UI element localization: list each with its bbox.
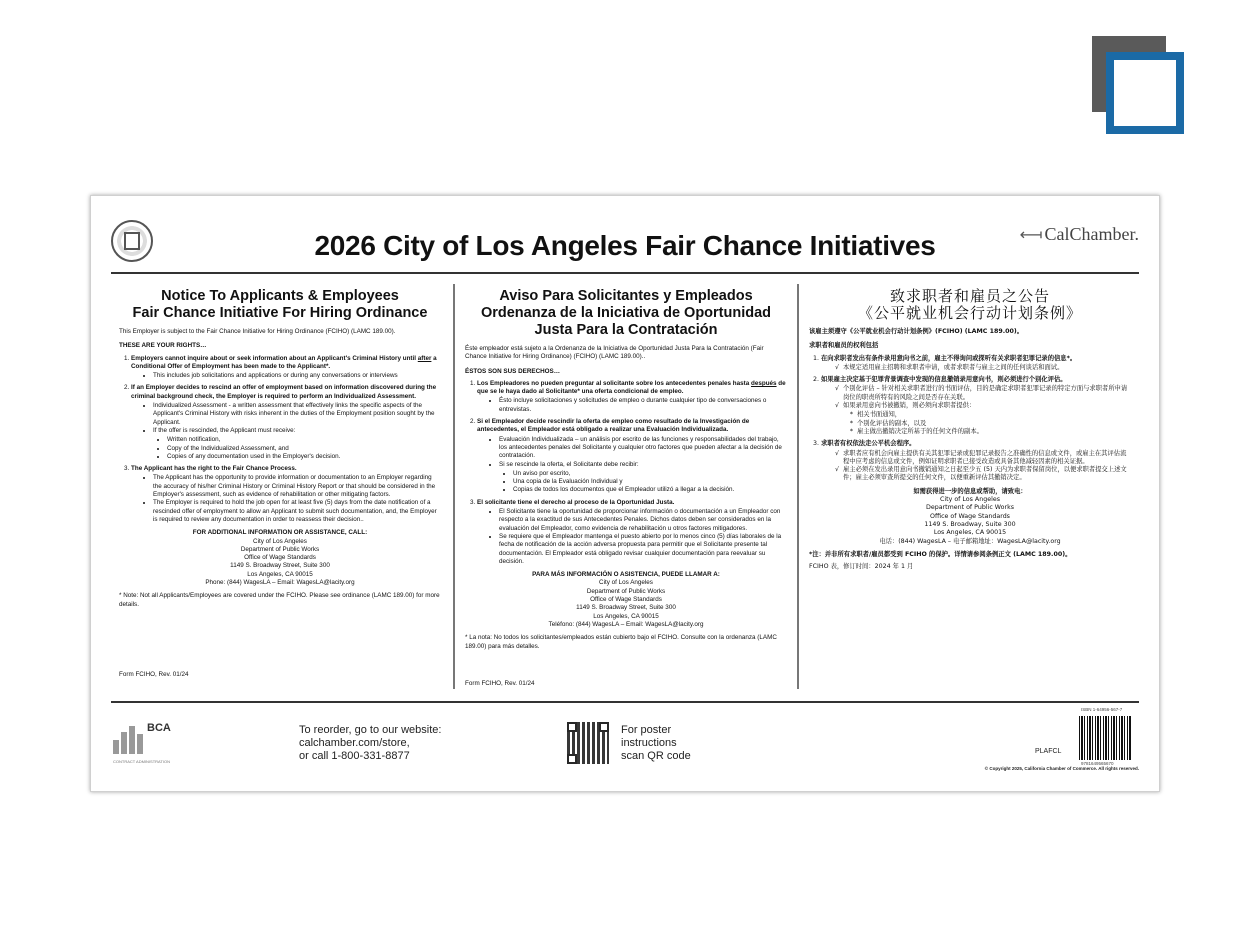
list-item: 3. The Applicant has the right to the Fair Chance Process. • The Applicant has the opportunity to provide information or documentation to an Employer regarding the accuracy of his/her Criminal History or Criminal History Report or that should be considered in the Employer's assessment, such as evidence of rehabilitation or other mitigating factors. • The Employer is required to hold the job open for at least five (5) days from the date notification of a rescinded offer of employment to allow an Applicant to submit such documentation, and, the Employer is required to review any documentation in order to reassess their decision.. (131, 465, 441, 524)
list-item: • This includes job solicitations and applications or during any conversations or interviews (153, 372, 441, 380)
spanish-note: * La nota: No todos los solicitantes/empleados están cubierto bajo el FCIHO. Consulte con la ordenanza (LAMC 189.00) para más detalles. (465, 634, 777, 650)
list-item: √ 如果录用意向书被撤销，则必须向求职者提供： * 相关书面通知， * 个别化评估的副本，以及 * 雇主做出撤销决定所基于的任何文件的副本。 (843, 402, 1131, 436)
list-item: • The Applicant has the opportunity to provide information or documentation to an Employer regarding the accuracy of his/her Criminal History or Criminal History Report or that should be considered in the Employer's assessment, such as evidence of rehabilitation or other mitigating factors. (153, 474, 441, 499)
list-item: • The Employer is required to hold the job open for at least five (5) days from the date notification of a rescinded offer of employment to allow an Applicant to submit such documentation, and, the Employer is required to review any documentation in order to reassess their decision.. (153, 499, 441, 524)
spanish-form-number: Form FCIHO, Rev. 01/24 (465, 680, 535, 687)
reorder-info: To reorder, go to our website: calchamber.com/store, or call 1-800-331-8877 (299, 724, 442, 762)
list-item: • Ésto incluye solicitaciones y solicitudes de empleo o durante cualquier tipo de conversaciones o entrevistas. (499, 397, 787, 414)
list-item: 1. 在向求职者发出有条件录用意向书之前，雇主不得询问或探听有关求职者犯罪记录的信息*。 √ 本规定适用雇主招聘和求职者申请，或者求职者与雇主之间的任何谈话和面试。 (821, 355, 1131, 373)
english-note: * Note: Not all Applicants/Employees are covered under the FCIHO. Please see ordinance (LAMC 189.00) for more details. (119, 592, 440, 608)
chinese-column (809, 288, 1131, 571)
list-item: √ 求职者应有机会向雇主提供有关其犯罪记录或犯罪记录报告之准确性的信息或文件，或雇主在其评估流程中应考虑的信息或文件，例如证明求职者已接受改造或具备其他减轻因素的相关证据。 (843, 450, 1131, 467)
barcode-number: 9781649565670 (1081, 761, 1114, 766)
spanish-rights-list (465, 380, 787, 566)
list-item: • Individualized Assessment - a written assessment that effectively links the specific aspects of the Applicant's Criminal History with risks inherent in the duties of the Employment position sought by the Applicant. (153, 402, 441, 427)
list-item: • Una copia de la Evaluación Individual y (513, 478, 787, 486)
list-item: 3. 求职者有权依法走公平机会程序。 √ 求职者应有机会向雇主提供有关其犯罪记录或犯罪记录报告之准确性的信息或文件，或雇主在其评估流程中应考虑的信息或文件，例如证明求职者已接受改造或具备其他减轻因素的相关证据。 √ 雇主必须在发出录用意向书撤销通知之日起至少五 (5) 天内为求职者保留岗位，以便求职者提交上述文件；雇主必须审查所提交的任何文件，以便重新评估其撤销决定。 (821, 440, 1131, 482)
english-form-number: Form FCIHO, Rev. 01/24 (119, 671, 189, 678)
poster (90, 195, 1160, 792)
spanish-intro: Éste empleador está sujeto a la Ordenanza de la Iniciativa de Oportunidad Justa Para la Contratación (Fair Chance Initiative for Hiring Ordinance) (FCIHO) (LAMC 189.00).. (465, 345, 764, 361)
list-item: • If the offer is rescinded, the Applicant must receive: • Written notification, • Copy of the Individualized Assessment, and • Copies of any documentation used in the Employer's decision. (153, 427, 441, 461)
list-item: • Un aviso por escrito, (513, 470, 787, 478)
list-item: • Copias de todos los documentos que el Empleador utilizó a llegar a la decisión. (513, 486, 787, 494)
list-item: √ 本规定适用雇主招聘和求职者申请，或者求职者与雇主之间的任何谈话和面试。 (843, 364, 1131, 372)
column-divider-2 (797, 284, 799, 689)
chinese-rights-list (809, 355, 1131, 483)
calchamber-logo (1020, 224, 1139, 245)
english-rights-heading: THESE ARE YOUR RIGHTS… (119, 342, 207, 350)
list-item: √ 雇主必须在发出录用意向书撤销通知之日起至少五 (5) 天内为求职者保留岗位，以便求职者提交上述文件；雇主必须审查所提交的任何文件，以便重新评估其撤销决定。 (843, 466, 1131, 483)
list-item: • Si se rescinde la oferta, el Solicitante debe recibir: • Un aviso por escrito, • Una copia de la Evaluación Individual y • Copias de todos los documentos que el Empleador utilizó a llegar a la decisión. (499, 461, 787, 495)
chinese-heading: 致求职者和雇员之公告 《公平就业机会行动计划条例》 (857, 287, 1082, 322)
qr-code-icon (567, 722, 609, 764)
list-item: * 个别化评估的副本，以及 (857, 420, 1131, 428)
list-item: 2. Si el Empleador decide rescindir la oferta de empleo como resultado de la Investigación de antecedentes, el Empleador está obligado a realizar una Evaluación Individualizada. • Evaluación Individualizada – un análisis por escrito de las funciones y responsabilidades del trabajo, los antecedentes penales del Solicitante y cualquier otro factores que pueden afectar a la decisión de contratación. • Si se rescinde la oferta, el Solicitante debe recibir: • Un aviso por escrito, • Una copia de la Evaluación Individual y • Copias de todos los documentos que el Empleador utilizó a llegar a la decisión. (477, 418, 787, 495)
list-item: √ 个别化评估 – 针对相关求职者进行的书面评估，目的是确定求职者犯罪记录的特定方面与求职者所申请岗位的职责所特有的风险之间是否存在关联。 (843, 385, 1131, 402)
spanish-column (465, 288, 787, 687)
spanish-contact: PARA MÁS INFORMACIÓN O ASISTENCIA, PUEDE LLAMAR A: City of Los Angeles Department of Public Works Office of Wage Standards 1149 S. Broadway Street, Suite 300 Los Angeles, CA 90015 Teléfono: (844) WagesLA – Email: WagesLA@lacity.org (532, 571, 720, 628)
list-item: 2. If an Employer decides to rescind an offer of employment based on information discovered during the criminal background check, the Employer is required to perform an Individualized Assessment. • Individualized Assessment - a written assessment that effectively links the specific aspects of the Applicant's Criminal History with risks inherent in the duties of the Employment position sought by the Applicant. • If the offer is rescinded, the Applicant must receive: • Written notification, • Copy of the Individualized Assessment, and • Copies of any documentation used in the Employer's decision. (131, 384, 441, 461)
list-item: • Copy of the Individualized Assessment, and (167, 445, 441, 453)
brand-logo-icon (1092, 36, 1184, 136)
english-column (119, 288, 441, 678)
english-rights-list (119, 355, 441, 525)
calchamber-arrow-icon: ⟻ (1019, 225, 1043, 244)
spanish-heading: Aviso Para Solicitantes y Empleados Ordenanza de la Iniciativa de Oportunidad Justa Para la Contratación (480, 288, 772, 338)
chinese-form-number: FCIHO 表，修订时间：2024 年 1 月 (809, 563, 914, 571)
english-intro: This Employer is subject to the Fair Chance Initiative for Hiring Ordinance (FCIHO) (LAMC 189.00). (119, 328, 396, 335)
english-contact: FOR ADDITIONAL INFORMATION OR ASSISTANCE, CALL: City of Los Angeles Department of Public Works Office of Wage Standards 1149 S. Broadway Street, Suite 300 Los Angeles, CA 90015 Phone: (844) WagesLA – Email: WagesLA@lacity.org (192, 529, 368, 587)
spanish-rights-heading: ÉSTOS SON SUS DERECHOS… (465, 367, 561, 375)
list-item: 2. 如果雇主决定基于犯罪背景调查中发现的信息撤销录用意向书，则必须进行个别化评估。 √ 个别化评估 – 针对相关求职者进行的书面评估，目的是确定求职者犯罪记录的特定方面与求职者所申请岗位的职责所特有的风险之间是否存在关联。 √ 如果录用意向书被撤销，则必须向求职者提供： * 相关书面通知， * 个别化评估的副本，以及 * 雇主做出撤销决定所基于的任何文件的副本。 (821, 376, 1131, 436)
list-item: • Evaluación Individualizada – un análisis por escrito de las funciones y responsabilidades del trabajo, los antecedentes penales del Solicitante y cualquier otro factores que pueden afectar a la decisión de contratación. (499, 436, 787, 461)
list-item: * 雇主做出撤销决定所基于的任何文件的副本。 (857, 428, 1131, 436)
list-item: 1. Employers cannot inquire about or seek information about an Applicant's Criminal History until after a Conditional Offer of Employment has been made to the Applicant*. • This includes job solicitations and applications or during any conversations or interviews (131, 355, 441, 381)
poster-title: 2026 City of Los Angeles Fair Chance Initiatives (314, 230, 936, 261)
list-item: • Written notification, (167, 436, 441, 444)
chinese-contact: 如需获得进一步的信息或帮助，请致电： City of Los Angeles Department of Public Works Office of Wage Standards 1149 S. Broadway, Suite 300 Los Angeles, CA 90015 电话：(844) WagesLA – 电子邮箱地址：WagesLA@lacity.org (879, 487, 1061, 545)
isbn-text: ISBN 1-64956-567-7 (1081, 707, 1123, 712)
qr-instructions: For poster instructions scan QR code (621, 724, 691, 762)
column-divider-1 (453, 284, 455, 689)
copyright-notice: © Copyright 2025, California Chamber of Commerce. All rights reserved. (984, 766, 1139, 771)
bottom-divider (111, 701, 1139, 703)
bca-logo: BCA CONTRACT ADMINISTRATION (113, 722, 171, 764)
list-item: • El Solicitante tiene la oportunidad de proporcionar información o documentación a un Empleador con respecto a la exactitud de sus Antecedentes Penales. Dichos datos deben ser considerados en la evaluación del Empleador, como evidencia de rehabilitación u otros factores mitigadores. (499, 508, 787, 533)
list-item: • Copies of any documentation used in the Employer's decision. (167, 453, 441, 461)
list-item: 3. El solicitante tiene el derecho al proceso de la Oportunidad Justa. • El Solicitante tiene la oportunidad de proporcionar información o documentación a un Empleador con respecto a la exactitud de sus Antecedentes Penales. Dichos datos deben ser considerados en la evaluación del Empleador, como evidencia de rehabilitación u otros factores mitigadores. • Se requiere que el Empleador mantenga el puesto abierto por lo menos cinco (5) días laborales de la fecha de notificación de la acción adversa propuesta para permitir que el Solicitante presente tal documentación. El Empleador está obligado revisar cualquier documentación para reevaluar su decisión. (477, 499, 787, 566)
chinese-note: *注：并非所有求职者/雇员都受到 FCIHO 的保护。详情请参阅条例正文 (LAMC 189.00)。 (809, 550, 1072, 558)
list-item: 1. Los Empleadores no pueden preguntar al solicitante sobre los antecedentes penales hasta después de que se le haya dado al Solicitante* una oferta condicional de empleo. • Ésto incluye solicitaciones y solicitudes de empleo o durante cualquier tipo de conversaciones o entrevistas. (477, 380, 787, 414)
barcode-icon (1079, 716, 1131, 760)
product-sku: PLAFCL (1035, 748, 1062, 755)
english-heading: Notice To Applicants & Employees Fair Chance Initiative For Hiring Ordinance (132, 288, 428, 321)
chinese-rights-heading: 求职者和雇员的权利包括 (809, 342, 879, 350)
chinese-intro: 该雇主须遵守《公平就业机会行动计划条例》(FCIHO) (LAMC 189.00)。 (809, 328, 1024, 335)
list-item: • Se requiere que el Empleador mantenga el puesto abierto por lo menos cinco (5) días laborales de la fecha de notificación de la acción adversa propuesta para permitir que el Solicitante presente tal documentación. El Empleador está obligado revisar cualquier documentación para reevaluar su decisión. (499, 533, 787, 566)
calchamber-logo-text: CalChamber. (1044, 224, 1139, 244)
top-divider (111, 272, 1139, 274)
list-item: * 相关书面通知， (857, 411, 1131, 419)
